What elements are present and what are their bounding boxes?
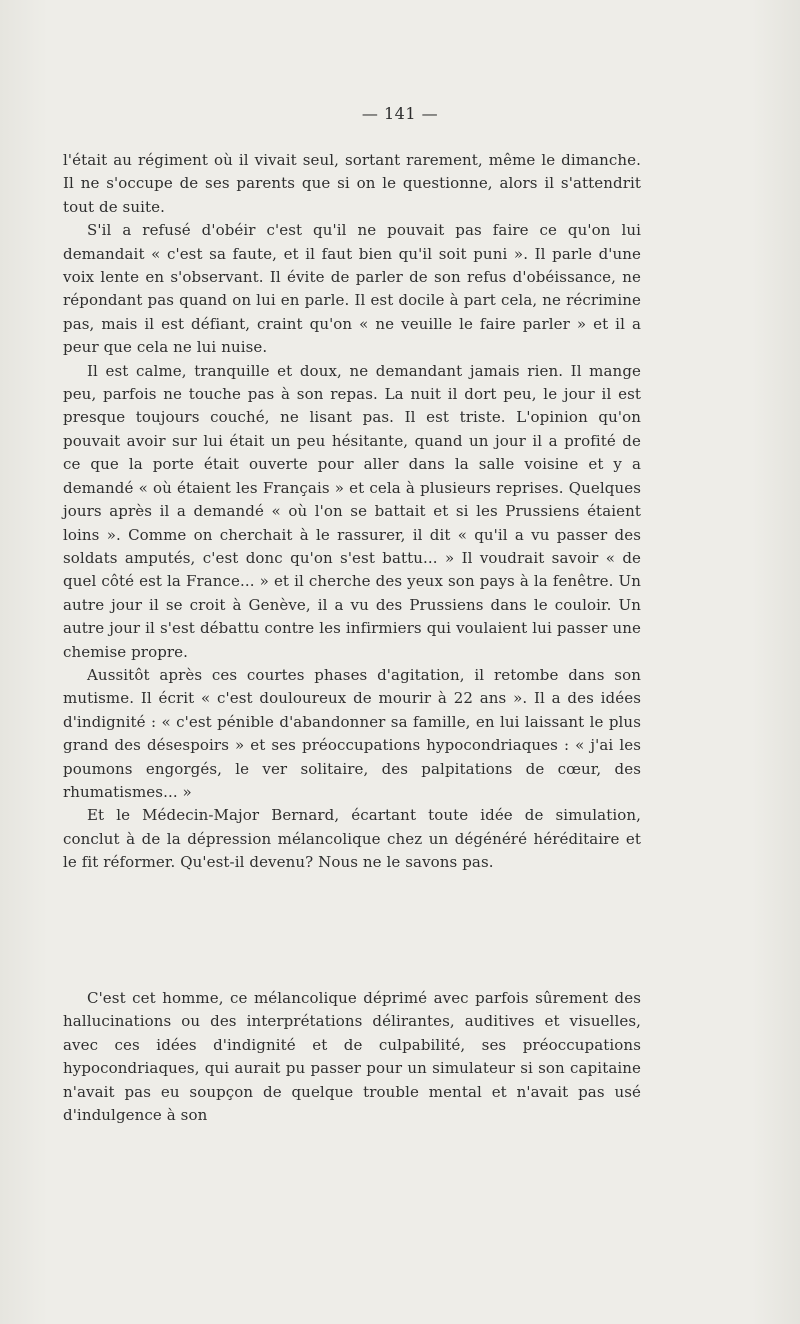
paragraph: l'était au régiment où il vivait seul, sortant rarement, même le dimanche. Il ne s'occupe de ses parents que si on le questionne, alors il s'attendrit tout de suite. <box>63 151 641 216</box>
text-section-conclusion <box>63 987 641 1127</box>
page-number: — 141 — <box>361 104 439 123</box>
paragraph: Il est calme, tranquille et doux, ne demandant jamais rien. Il mange peu, parfois ne touche pas à son repas. La nuit il dort peu, le jour il est presque toujours couché, ne lisant pas. Il est triste. L'opinion qu'on pouvait avoir sur lui était un peu hésitante, quand un jour il a profité de ce que la porte était ouverte pour aller dans la salle voisine et y a demandé « où étaient les Français » et cela à plusieurs reprises. Quelques jours après il a demandé « où l'on se battait et si les Prussiens étaient loins ». Comme on cherchait à le rassurer, il dit « qu'il a vu passer des soldats amputés, c'est donc qu'on s'est battu... » Il voudrait savoir « de quel côté est la France... » et il cherche des yeux son pays à la fenêtre. Un autre jour il se croit à Genève, il a vu des Prussiens dans le couloir. Un autre jour il s'est débattu contre les infirmiers qui voulaient lui passer une chemise propre. <box>63 361 641 661</box>
paragraph: Aussitôt après ces courtes phases d'agitation, il retombe dans son mutisme. Il écrit « c'est douloureux de mourir à 22 ans ». Il a des idées d'indignité : « c'est pénible d'abandonner sa famille, en lui laissant le plus grand des désespoirs » et ses préoccupations hypocondriaques : « j'ai les poumons engorgés, le ver solitaire, des palpitations de cœur, des rhumatismes... » <box>63 665 641 801</box>
paragraph: Et le Médecin-Major Bernard, écartant toute idée de simulation, conclut à de la dépression mélancolique chez un dégénéré héréditaire et le fit réformer. Qu'est-il devenu? Nous ne le savons pas. <box>63 806 641 872</box>
paragraph: C'est cet homme, ce mélancolique déprimé avec parfois sûrement des hallucinations ou des interprétations délirantes, auditives et visuelles, avec ces idées d'indignité et de culpabilité, ses préoccupations hypocondriaques, qui aurait pu passer pour un simulateur si son capitaine n'avait pas eu soupçon de quelque trouble mental et n'avait pas usé d'indulgence à son <box>63 989 641 1125</box>
paragraph: S'il a refusé d'obéir c'est qu'il ne pouvait pas faire ce qu'on lui demandait « c'est sa faute, et il faut bien qu'il soit puni ». Il parle d'une voix lente en s'observant. Il évite de parler de son refus d'obéissance, ne répondant pas quand on lui en parle. Il est docile à part cela, ne récrimine pas, mais il est défiant, craint qu'on « ne veuille le faire parler » et il a peur que cela ne lui nuise. <box>63 221 641 357</box>
text-section-main <box>63 149 641 875</box>
